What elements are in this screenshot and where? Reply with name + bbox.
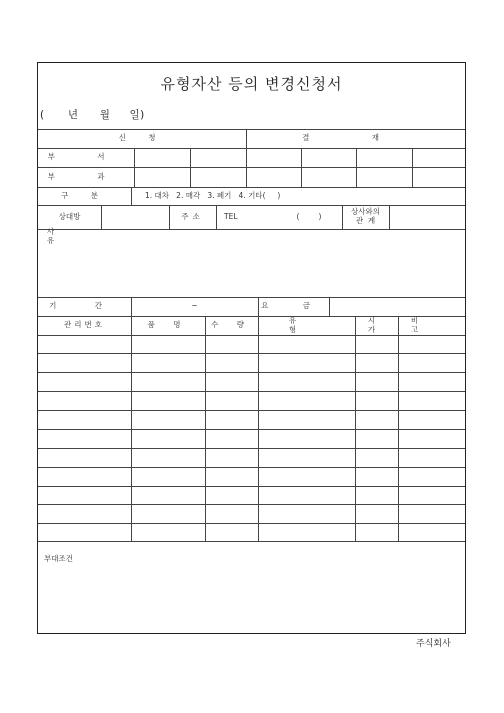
rule xyxy=(38,391,465,392)
rule xyxy=(38,467,465,468)
reason-label: 사 유 xyxy=(46,227,60,245)
date-year: 년 xyxy=(67,109,79,121)
col-quantity: 수 량 xyxy=(211,320,252,330)
rule xyxy=(38,410,465,411)
rule xyxy=(38,523,465,524)
rule xyxy=(38,372,465,373)
rule xyxy=(190,148,191,187)
relation-label xyxy=(342,205,389,229)
rule xyxy=(38,504,465,505)
application-form xyxy=(37,62,466,634)
col-management-no: 관리번호 xyxy=(64,320,105,330)
tel-paren: ( ) xyxy=(296,211,322,221)
rule xyxy=(356,148,357,187)
relation-label-line1: 상사와의 xyxy=(351,207,380,217)
rule xyxy=(38,541,465,542)
date-line xyxy=(40,107,145,122)
rule xyxy=(38,229,465,230)
category-options: 1. 대차 2. 매각 3. 폐기 4. 기타( ) xyxy=(145,190,281,200)
rule xyxy=(38,335,465,336)
rule xyxy=(38,353,465,354)
rule xyxy=(101,205,102,229)
tel-label: TEL xyxy=(224,211,238,221)
col-market-price: 시 가 xyxy=(367,315,386,334)
approval-header: 결 재 xyxy=(302,133,409,143)
rule xyxy=(38,448,465,449)
rule xyxy=(329,297,330,316)
rule xyxy=(301,148,302,187)
address-label: 주소 xyxy=(181,211,204,221)
dept-label: 부 서 xyxy=(47,152,125,162)
fee-label: 요 금 xyxy=(261,301,326,311)
form-title: 유형자산 등의 변경신청서 xyxy=(160,75,343,93)
section-label: 부 과 xyxy=(47,171,125,181)
period-label: 기 간 xyxy=(49,301,120,311)
col-type: 유 형 xyxy=(288,315,325,334)
date-open-paren: ( xyxy=(40,109,45,121)
period-tilde: ~ xyxy=(191,301,198,311)
conditions-label: 부대조건 xyxy=(44,553,73,563)
applicant-header: 신 청 xyxy=(118,133,166,143)
col-item-name: 품 명 xyxy=(147,320,189,330)
col-remarks: 비 고 xyxy=(410,315,453,334)
relation-label-line2: 관 계 xyxy=(355,216,376,225)
date-month: 월 xyxy=(99,109,111,121)
rule xyxy=(389,205,390,229)
category-label: 구 분 xyxy=(61,190,108,200)
rule xyxy=(412,148,413,187)
rule xyxy=(38,486,465,487)
company-label: 주식회사 xyxy=(416,639,451,649)
rule xyxy=(38,429,465,430)
date-day: 일) xyxy=(129,109,145,121)
rule xyxy=(134,148,135,187)
counterparty-label: 상대방 xyxy=(58,211,81,221)
